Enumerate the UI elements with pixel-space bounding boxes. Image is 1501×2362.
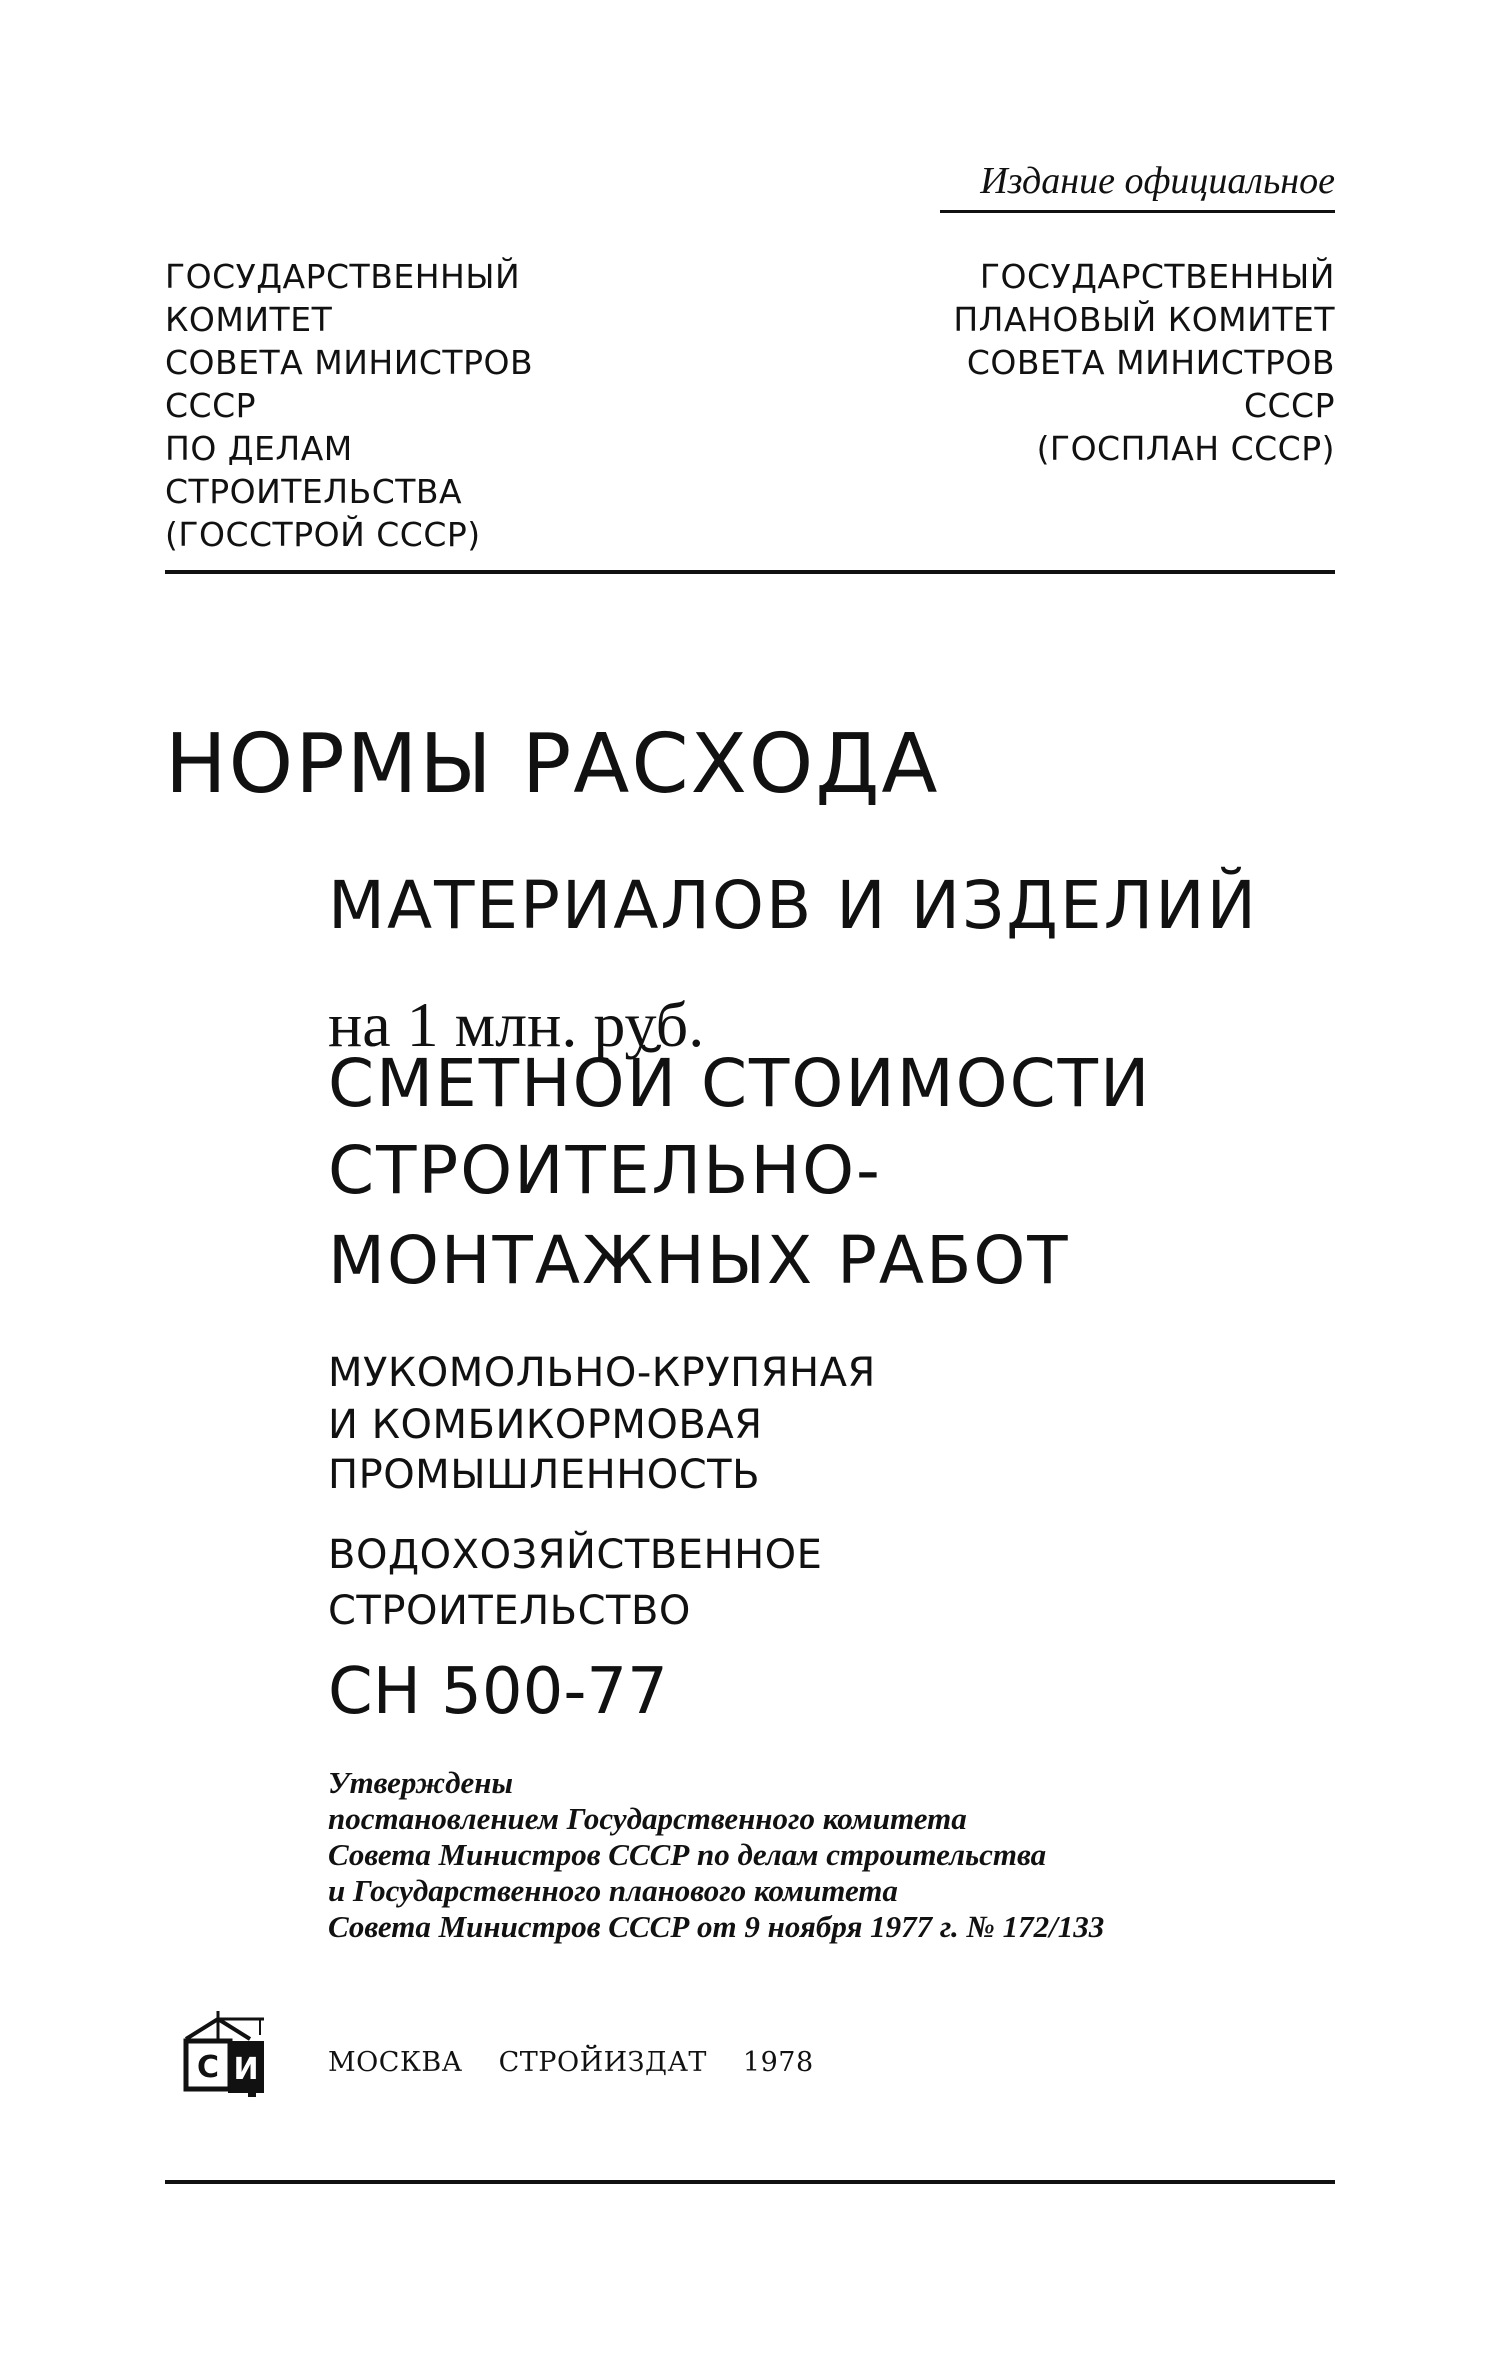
industry-line: МУКОМОЛЬНО-КРУПЯНАЯ [328, 1350, 876, 1396]
issuer-left-line: ПО ДЕЛАМ [165, 429, 353, 468]
issuer-left-line: СССР [165, 386, 257, 425]
approval-note [328, 1765, 1328, 1945]
subtitle-line-2: на 1 млн. руб. [328, 989, 705, 1060]
issuer-left-line: КОМИТЕТ [165, 300, 333, 339]
imprint [328, 2046, 814, 2080]
issuer-right-line: СОВЕТА МИНИСТРОВ [966, 343, 1335, 382]
stroyizdat-logo-icon [178, 2005, 270, 2097]
issuer-right-line: (ГОСПЛАН СССР) [1036, 429, 1335, 468]
imprint-publisher: СТРОЙИЗДАТ [498, 2047, 707, 2078]
edition-note: Издание официальное [980, 160, 1335, 202]
subtitle-line-3: СМЕТНОЙ СТОИМОСТИ [328, 1045, 1152, 1122]
issuer-right-line: ПЛАНОВЫЙ КОМИТЕТ [953, 300, 1335, 339]
industry-line: СТРОИТЕЛЬСТВО [328, 1588, 691, 1634]
standard-code: СН 500-77 [328, 1655, 668, 1729]
issuer-right-line: СССР [1243, 386, 1335, 425]
industry-line: И КОМБИКОРМОВАЯ [328, 1402, 763, 1448]
logo-letter-s: С [196, 2050, 220, 2085]
imprint-year: 1978 [742, 2047, 814, 2078]
subtitle-line-1: МАТЕРИАЛОВ И ИЗДЕЛИЙ [328, 867, 1258, 944]
issuer-left [165, 255, 725, 556]
subtitle-line-4: СТРОИТЕЛЬНО- [328, 1132, 882, 1209]
approval-line: постановлением Государственного комитета [328, 1801, 967, 1836]
approval-line: и Государственного планового комитета [328, 1873, 898, 1908]
industry-line: ПРОМЫШЛЕННОСТЬ [328, 1452, 761, 1498]
issuer-left-line: СТРОИТЕЛЬСТВА [165, 472, 463, 511]
issuer-left-line: ГОСУДАРСТВЕННЫЙ [165, 257, 521, 296]
issuer-left-line: (ГОССТРОЙ СССР) [165, 515, 481, 554]
subtitle-line-5: МОНТАЖНЫХ РАБОТ [328, 1222, 1070, 1299]
footer-divider [165, 2180, 1335, 2184]
approval-line: Совета Министров СССР по делам строительства [328, 1837, 1047, 1872]
approval-line: Совета Министров СССР от 9 ноября 1977 г. № 172/133 [328, 1909, 1105, 1944]
approval-line: Утверждены [328, 1765, 514, 1800]
industry-line: ВОДОХОЗЯЙСТВЕННОЕ [328, 1532, 823, 1578]
logo-letter-i: И [233, 2052, 259, 2087]
issuer-right-line: ГОСУДАРСТВЕННЫЙ [979, 257, 1335, 296]
issuer-left-line: СОВЕТА МИНИСТРОВ [165, 343, 534, 382]
edition-underline [940, 210, 1335, 213]
imprint-city: МОСКВА [328, 2047, 463, 2078]
document-title: НОРМЫ РАСХОДА [165, 717, 940, 812]
header-divider [165, 570, 1335, 574]
issuer-right [800, 255, 1335, 470]
